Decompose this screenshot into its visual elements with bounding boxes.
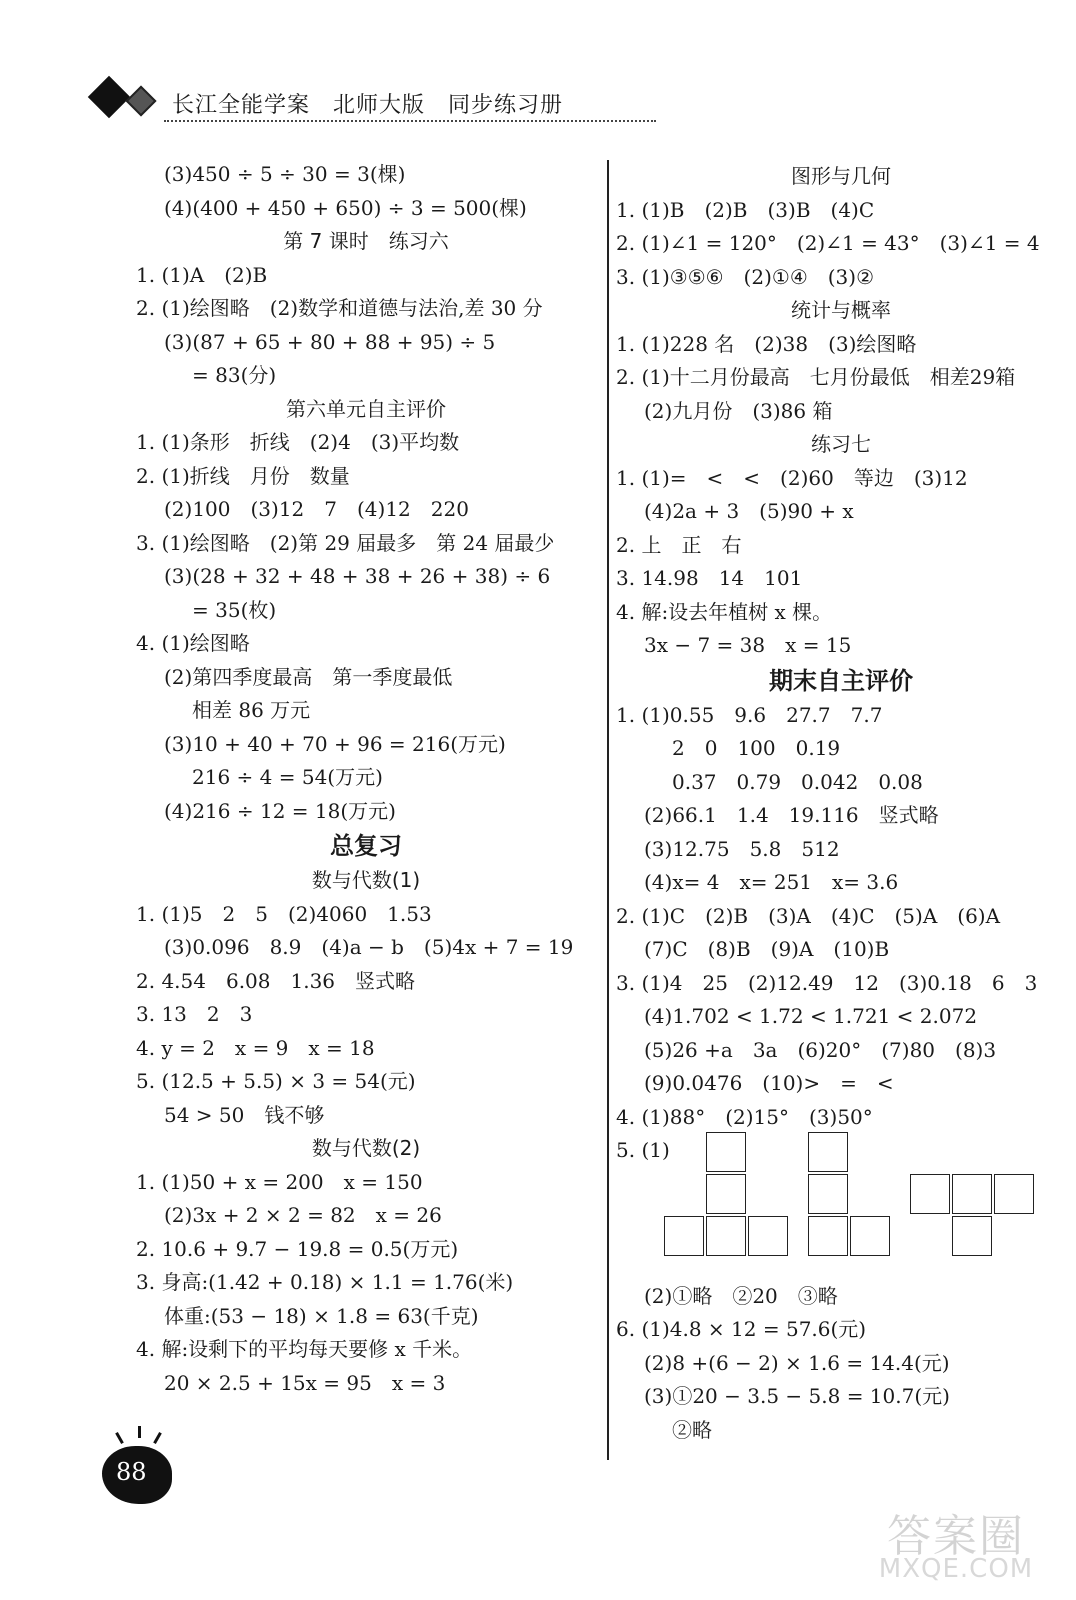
answer-line: 1. (1)228 名 (2)38 (3)绘图略	[616, 331, 917, 356]
page-number: 88	[116, 1458, 147, 1486]
answer-line: 3. (1)绘图略 (2)第 29 届最多 第 24 届最少	[136, 530, 555, 555]
answer-line: (3)10 + 40 + 70 + 96 = 216(万元)	[164, 731, 506, 756]
answer-line: 4. (1)绘图略	[136, 631, 250, 655]
net1-square	[706, 1216, 746, 1256]
answer-line: 3. 13 2 3	[136, 1002, 253, 1026]
answer-line: (3)12.75 5.8 512	[644, 836, 840, 861]
answer-line: 3x − 7 = 38 x = 15	[644, 633, 852, 657]
net2-square	[850, 1216, 890, 1256]
badge-ray	[115, 1432, 124, 1444]
answer-line: 1. (1)B (2)B (3)B (4)C	[616, 197, 875, 222]
column-divider	[607, 160, 609, 1460]
answer-line: 3. 身高:(1.42 + 0.18) × 1.1 = 1.76(米)	[136, 1270, 514, 1294]
badge-ray	[138, 1426, 141, 1438]
section-heading: 统计与概率	[791, 298, 891, 322]
net3-square	[994, 1174, 1034, 1214]
net1-square	[706, 1174, 746, 1214]
badge-ray	[153, 1432, 162, 1444]
header-dotted-rule	[164, 120, 656, 122]
answer-line: 1. (1)条形 折线 (2)4 (3)平均数	[136, 430, 460, 454]
answer-line: 体重:(53 − 18) × 1.8 = 63(千克)	[164, 1303, 479, 1328]
answer-line: (2)100 (3)12 7 (4)12 220	[164, 497, 469, 521]
answer-line: ②略	[672, 1417, 712, 1442]
answer-line: 2 0 100 0.19	[672, 736, 841, 760]
net3-square	[910, 1174, 950, 1214]
answer-line: (4)x= 4 x= 251 x= 3.6	[644, 870, 899, 894]
answer-line: 4. 解:设去年植树 x 棵。	[616, 599, 833, 624]
net3-square	[952, 1174, 992, 1214]
answer-line: (3)①20 − 3.5 − 5.8 = 10.7(元)	[644, 1384, 950, 1408]
answer-line: 2. (1)折线 月份 数量	[136, 463, 350, 488]
answer-line: 54 > 50 钱不够	[164, 1102, 325, 1127]
answer-line: (2)九月份 (3)86 箱	[644, 398, 833, 423]
section-heading: 练习七	[811, 432, 871, 456]
answer-line: 1. (1)50 + x = 200 x = 150	[136, 1169, 423, 1194]
answer-line: (4)216 ÷ 12 = 18(万元)	[164, 798, 396, 823]
answer-line: 2. (1)∠1 = 120° (2)∠1 = 43° (3)∠1 = 4	[616, 231, 1040, 255]
net2-square	[808, 1216, 848, 1256]
net2-square	[808, 1132, 848, 1172]
answer-line: = 35(枚)	[192, 597, 277, 622]
answer-line: 4. (1)88° (2)15° (3)50°	[616, 1104, 873, 1129]
header-title: 长江全能学案 北师大版 同步练习册	[172, 93, 564, 118]
net3-square	[952, 1216, 992, 1256]
answer-line: (2)8 +(6 − 2) × 1.6 = 14.4(元)	[644, 1350, 950, 1375]
answer-line: (7)C (8)B (9)A (10)B	[644, 937, 890, 961]
answer-line: (3)(28 + 32 + 48 + 38 + 26 + 38) ÷ 6	[164, 564, 551, 588]
section-heading: 总复习	[330, 832, 402, 860]
answer-line: 5. (1)	[616, 1138, 670, 1162]
answer-line: (5)26 +a 3a (6)20° (7)80 (8)3	[644, 1037, 997, 1062]
section-heading: 数与代数(1)	[311, 868, 421, 892]
answer-line: 0.37 0.79 0.042 0.08	[672, 769, 923, 794]
answer-line: 2. (1)十二月份最高 七月份最低 相差29箱	[616, 365, 1016, 389]
net1-square	[664, 1216, 704, 1256]
answer-line: (3)450 ÷ 5 ÷ 30 = 3(棵)	[164, 162, 406, 186]
section-heading: 第 7 课时 练习六	[283, 229, 449, 253]
section-heading: 数与代数(2)	[311, 1136, 421, 1160]
answer-line: 相差 86 万元	[192, 698, 311, 722]
answer-line: (2)66.1 1.4 19.116 竖式略	[644, 803, 939, 827]
black-diamond-icon	[88, 76, 130, 118]
answer-line: 2. 4.54 6.08 1.36 竖式略	[136, 968, 416, 993]
answer-line: 1. (1)5 2 5 (2)4060 1.53	[136, 901, 432, 926]
answer-line: 216 ÷ 4 = 54(万元)	[192, 765, 383, 789]
answer-line: 1. (1)= < < (2)60 等边 (3)12	[616, 465, 968, 490]
answer-line: = 83(分)	[192, 363, 277, 387]
answer-line: (3)0.096 8.9 (4)a − b (5)4x + 7 = 19	[164, 935, 574, 959]
watermark	[856, 1500, 1056, 1590]
left-answer-column	[136, 158, 596, 1400]
answer-line: (9)0.0476 (10)> = <	[644, 1071, 894, 1095]
page-number-badge	[96, 1440, 186, 1510]
section-heading: 第六单元自主评价	[286, 396, 446, 421]
answer-line: (2)①略 ②20 ③略	[644, 1283, 838, 1308]
answer-line: 6. (1)4.8 × 12 = 57.6(元)	[616, 1317, 867, 1341]
answer-line: 2. (1)绘图略 (2)数学和道德与法治,差 30 分	[136, 296, 543, 320]
watermark-site: MXQE.COM	[878, 1554, 1034, 1584]
cube-net-figures	[660, 1132, 1040, 1262]
answer-line: 3. 14.98 14 101	[616, 566, 803, 590]
answer-line: 3. (1)4 25 (2)12.49 12 (3)0.18 6 3	[616, 970, 1038, 995]
answer-line: 2. (1)C (2)B (3)A (4)C (5)A (6)A	[616, 903, 1001, 928]
net1-square	[748, 1216, 788, 1256]
net2-square	[808, 1174, 848, 1214]
watermark-logo: 答案圈	[887, 1511, 1025, 1562]
answer-line: 4. y = 2 x = 9 x = 18	[136, 1035, 375, 1060]
answer-line: 1. (1)0.55 9.6 27.7 7.7	[616, 702, 883, 727]
net1-square	[706, 1132, 746, 1172]
answer-line: (4)1.702 < 1.72 < 1.721 < 2.072	[644, 1004, 978, 1028]
answer-line: (2)3x + 2 × 2 = 82 x = 26	[164, 1203, 442, 1227]
answer-line: 3. (1)③⑤⑥ (2)①④ (3)②	[616, 264, 875, 289]
section-heading: 图形与几何	[791, 164, 891, 188]
answer-line: (4)(400 + 450 + 650) ÷ 3 = 500(棵)	[164, 195, 527, 220]
answer-line: 5. (12.5 + 5.5) × 3 = 54(元)	[136, 1069, 416, 1093]
section-heading: 期末自主评价	[769, 666, 913, 695]
answer-line: (2)第四季度最高 第一季度最低	[164, 664, 453, 689]
answer-line: (4)2a + 3 (5)90 + x	[644, 499, 854, 523]
answer-line: 2. 上 正 右	[616, 532, 742, 557]
answer-line: (3)(87 + 65 + 80 + 88 + 95) ÷ 5	[164, 329, 496, 354]
answer-line: 1. (1)A (2)B	[136, 262, 268, 287]
page-header	[88, 72, 568, 132]
answer-line: 4. 解:设剩下的平均每天要修 x 千米。	[136, 1337, 473, 1361]
answer-line: 2. 10.6 + 9.7 − 19.8 = 0.5(万元)	[136, 1236, 459, 1261]
gray-diamond-icon	[125, 85, 156, 116]
answer-line: 20 × 2.5 + 15x = 95 x = 3	[164, 1370, 446, 1395]
